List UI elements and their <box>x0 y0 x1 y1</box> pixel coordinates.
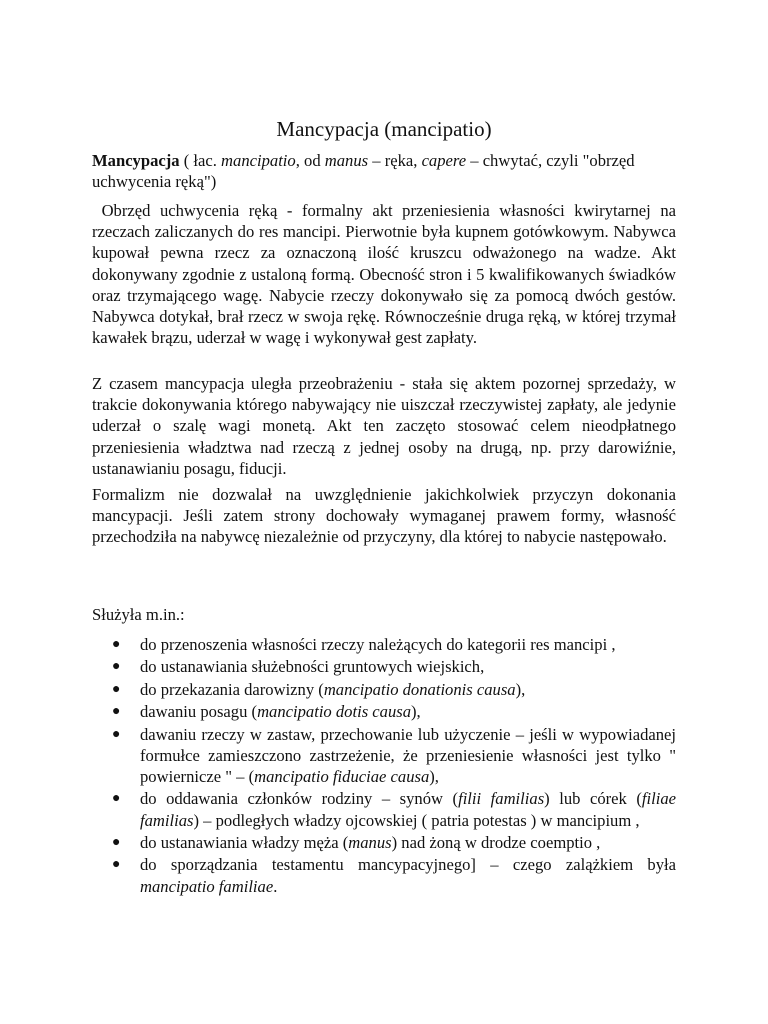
intro-term: Mancypacja <box>92 151 180 170</box>
paragraph-1: Obrzęd uchwycenia ręką - formalny akt przeniesienia własności kwirytarnej na rzeczach zaliczanych do res mancipi. Pierwotnie była kupnem gotówkowym. Nabywca kupował pewna rzecz za oznaczoną ilość kruszcu odważonego na wadze. Akt dokonywany zgodnie z ustaloną formą. Obecność stron i 5 kwalifikowanych świadków oraz trzymającego wagę. Nabycie rzeczy dokonywało się za pomocą dwóch gestów. Nabywca dotykał, brał rzecz w swoja rękę. Równocześnie druga ręką, w której trzymał kawałek brązu, uderzał w wagę i wykonywał gest zapłaty. <box>92 201 681 348</box>
list-item-text: ) nad żoną w drodze coemptio , <box>391 832 601 852</box>
bullet-icon: ● <box>112 659 121 675</box>
list-item <box>92 634 676 655</box>
list-item-latin: mancipatio familiae <box>140 876 274 896</box>
list-item-latin: manus <box>348 832 392 852</box>
intro-text-3: – ręka, <box>368 151 422 170</box>
bullet-icon: ● <box>112 857 121 873</box>
list-item-text: do ustanawiania władzy męża ( <box>140 832 349 852</box>
list-item-text: ) – podległych władzy ojcowskiej ( patria potestas ) w mancipium , <box>193 810 640 830</box>
bullet-icon: ● <box>112 681 121 697</box>
intro-text-2: , od <box>295 151 325 170</box>
list-item-latin: mancipatio donationis causa <box>323 679 516 699</box>
usage-list <box>92 634 676 898</box>
document-title: Mancypacja (mancipatio) <box>276 117 492 141</box>
list-item-text: ), <box>515 679 526 699</box>
bullet-icon: ● <box>112 791 121 807</box>
intro-latin: mancipatio <box>221 151 296 170</box>
list-item <box>92 679 676 700</box>
list-item-text: do ustanawiania służebności gruntowych wiejskich, <box>140 657 485 677</box>
list-item-text: ), <box>429 766 439 786</box>
list-item <box>92 656 676 677</box>
list-item <box>92 701 676 722</box>
intro-text-4: – chwytać, czyli "obrzęd uchwycenia ręką") <box>92 151 635 192</box>
list-item-text: dawaniu posagu ( <box>140 702 258 722</box>
list-item-text: ), <box>411 702 421 722</box>
list-item-text: dawaniu rzeczy w zastaw, przechowanie lub użyczenie – jeśli w wypowiadanej formułce zamieszczono zastrzeżenie, że przeniesienie własności jest tylko " powiernicze " – ( <box>140 724 676 786</box>
bullet-icon: ● <box>112 726 121 742</box>
list-item-text: ) lub córek ( <box>544 789 642 809</box>
list-item-latin: filiae familias <box>140 789 676 830</box>
intro-text-1: ( łac. <box>179 151 222 170</box>
list-item-text: do przenoszenia własności rzeczy należących do kategorii res mancipi , <box>140 635 616 654</box>
paragraph-2: Z czasem mancypacja uległa przeobrażeniu - stała się aktem pozornej sprzedaży, w trakcie dokonywania którego nabywający nie uiszczał rzeczywistej zapłaty, ale jedynie uderzał o szalę wagi monetą. Akt ten zaczęto stosować celem nieodpłatnego przeniesienia władztwa nad rzeczą z jednej osoby na drugą, np. przy darowiźnie, ustanawianiu posagu, fiducji. <box>92 374 676 478</box>
list-item-text: do przekazania darowizny ( <box>140 679 324 699</box>
list-item <box>92 832 676 853</box>
list-item-latin: mancipatio fiduciae causa <box>254 766 430 786</box>
paragraph-3: Formalizm nie dozwalał na uwzględnienie jakichkolwiek przyczyn dokonania mancypacji. Jeśli zatem strony dochowały wymaganej prawem formy, własność przechodziła na nabywcę niezależnie od przyczyny, dla której to nabycie następowało. <box>92 485 676 547</box>
list-item <box>92 854 676 896</box>
list-item-latin: mancipatio dotis causa <box>257 702 412 722</box>
list-item-text: do sporządzania testamentu mancypacyjnego] – czego zalążkiem była <box>140 855 676 875</box>
bullet-icon: ● <box>112 704 121 720</box>
served-label: Służyła m.in.: <box>92 605 185 624</box>
bullet-icon: ● <box>112 834 121 850</box>
list-item-text: do oddawania członków rodziny – synów ( <box>140 789 459 809</box>
intro-capere: capere <box>421 151 467 170</box>
intro-paragraph <box>92 150 676 192</box>
bullet-icon: ● <box>112 637 121 652</box>
list-item-text: . <box>273 876 278 896</box>
list-item-latin: filii familias <box>458 789 545 809</box>
intro-manus: manus <box>324 151 369 170</box>
list-item <box>92 724 676 788</box>
list-item <box>92 788 676 830</box>
